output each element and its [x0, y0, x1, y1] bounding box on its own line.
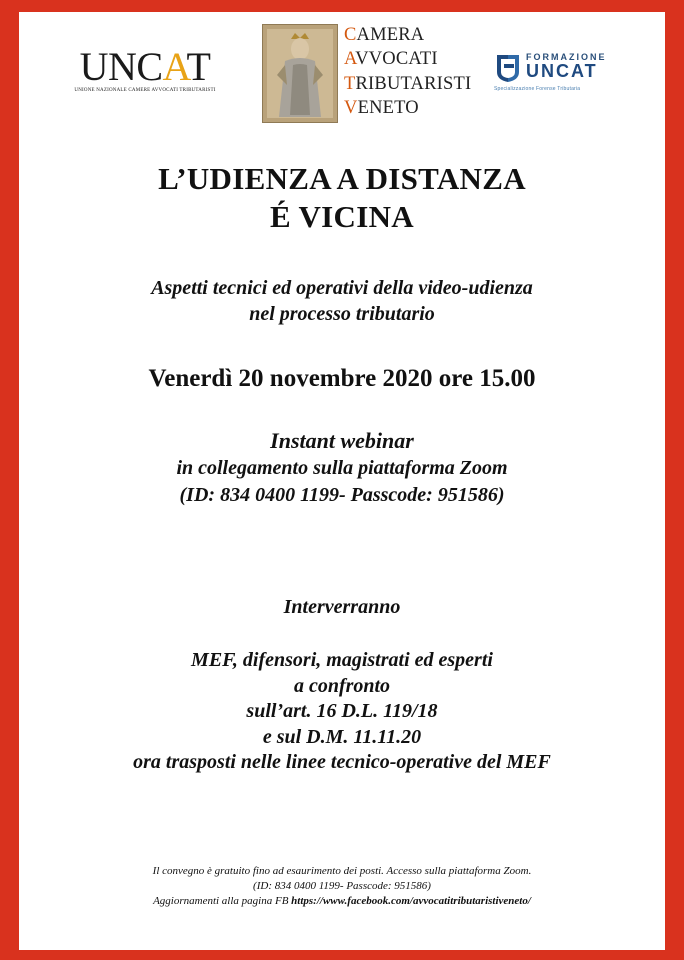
- topic-line: a confronto: [293, 674, 391, 697]
- title-line: L’UDIENZA A DISTANZA: [158, 161, 526, 196]
- camera-line: CAMERA: [344, 25, 425, 45]
- uncat-subtitle: UNIONE NAZIONALE CAMERE AVVOCATI TRIBUTARISTI: [74, 88, 216, 93]
- topic-line: MEF, difensori, magistrati ed esperti: [191, 649, 493, 671]
- subtitle-line: nel processo tributario: [249, 303, 435, 325]
- webinar-credentials: (ID: 834 0400 1199- Passcode: 951586): [179, 484, 505, 506]
- camera-line: TRIBUTARISTI: [344, 73, 472, 94]
- uncat-wordmark: UNCAT: [79, 44, 211, 89]
- webinar-heading: Instant webinar: [270, 428, 414, 453]
- footer-line: Il convegno è gratuito fino ad esaurimento dei posti. Accesso sulla piattaforma Zoom.: [152, 865, 532, 877]
- subtitle-line: Aspetti tecnici ed operativi della video-udienza: [151, 277, 533, 299]
- camera-line: VENETO: [344, 97, 419, 118]
- uncat-logo: [70, 44, 220, 93]
- formazione-label: FORMAZIONE: [526, 52, 607, 62]
- event-date: Venerdì 20 novembre 2020 ore 15.00: [148, 365, 536, 392]
- topic-line: ora trasposti nelle linee tecnico-operative del MEF: [133, 751, 551, 773]
- footer-prefix: Aggiornamenti alla pagina FB: [153, 895, 292, 907]
- formazione-shield-icon: [494, 52, 522, 82]
- event-subtitle: [19, 275, 665, 327]
- speakers-heading: Interverranno: [283, 596, 401, 618]
- title-line: É VICINA: [270, 199, 414, 234]
- topic-line: sull’art. 16 D.L. 119/18: [246, 700, 438, 722]
- topic-line: e sul D.M. 11.11.20: [262, 725, 422, 748]
- facebook-link[interactable]: https://www.facebook.com/avvocatitributaristiveneto/: [291, 895, 531, 907]
- topics-block: [19, 648, 665, 776]
- formazione-name: UNCAT: [526, 61, 598, 81]
- event-title: [19, 160, 665, 236]
- camera-avvocati-logo: [344, 23, 471, 120]
- camera-line: AVVOCATI: [344, 49, 438, 70]
- formazione-tagline: Specializzazione Forense Tributaria: [494, 86, 581, 92]
- webinar-platform: in collegamento sulla piattaforma Zoom: [176, 457, 508, 479]
- footer-line: [19, 894, 665, 909]
- saint-portrait-image: [262, 24, 338, 123]
- footer-notes: [19, 864, 665, 909]
- footer-line: (ID: 834 0400 1199- Passcode: 951586): [253, 880, 431, 892]
